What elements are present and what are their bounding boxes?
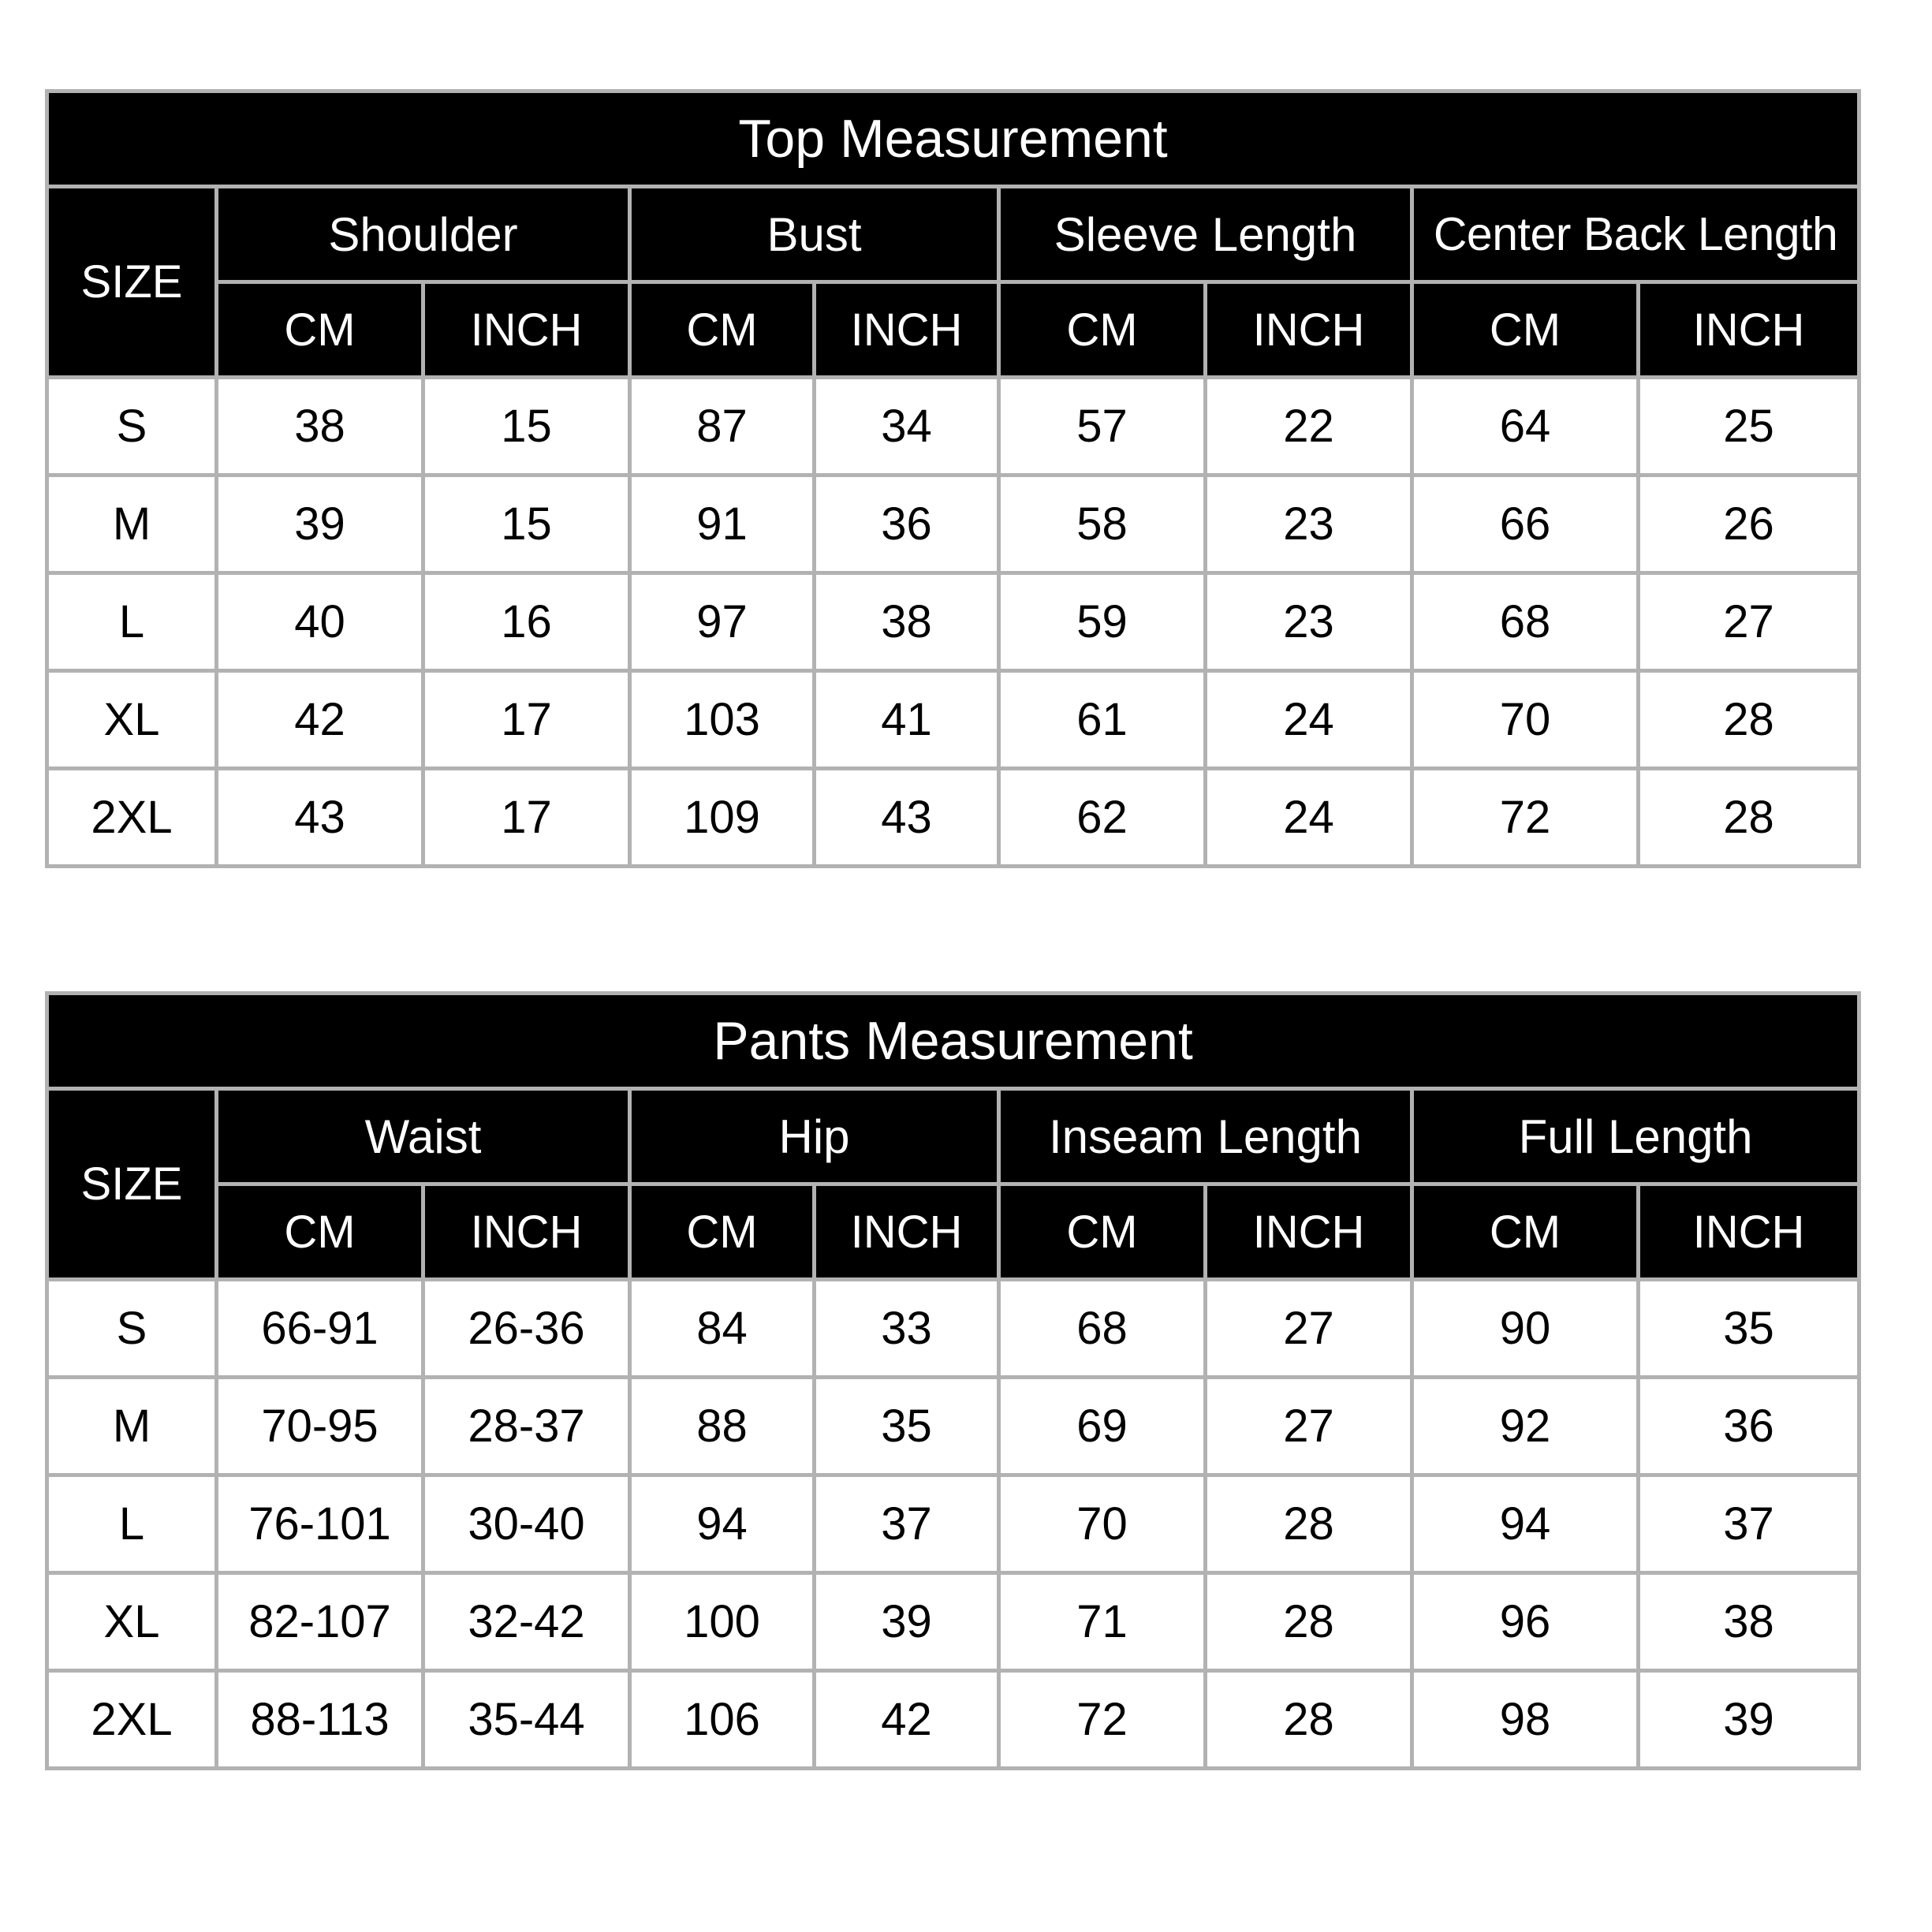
group-header-shoulder: Shoulder: [217, 187, 630, 282]
measurement-cell: 58: [999, 476, 1206, 573]
table-row: [47, 1671, 1859, 1769]
size-cell: L: [47, 1475, 217, 1573]
measurement-cell: 28: [1206, 1671, 1412, 1769]
measurement-cell: 38: [1639, 1573, 1859, 1671]
unit-header: CM: [630, 282, 815, 378]
measurement-cell: 87: [630, 378, 815, 476]
measurement-cell: 23: [1206, 573, 1412, 671]
measurement-cell: 27: [1206, 1378, 1412, 1475]
measurement-cell: 28: [1639, 671, 1859, 769]
table-row: [47, 1378, 1859, 1475]
table-row: [47, 476, 1859, 573]
unit-header: CM: [999, 1184, 1206, 1280]
measurement-cell: 88: [630, 1378, 815, 1475]
measurement-cell: 36: [1639, 1378, 1859, 1475]
measurement-cell: 72: [999, 1671, 1206, 1769]
top-measurement-table: [45, 89, 1861, 868]
measurement-cell: 39: [1639, 1671, 1859, 1769]
measurement-cell: 66-91: [217, 1280, 423, 1378]
measurement-cell: 68: [999, 1280, 1206, 1378]
measurement-cell: 72: [1412, 769, 1639, 867]
measurement-cell: 70-95: [217, 1378, 423, 1475]
measurement-cell: 37: [815, 1475, 999, 1573]
unit-header: INCH: [423, 1184, 630, 1280]
measurement-cell: 33: [815, 1280, 999, 1378]
measurement-cell: 27: [1639, 573, 1859, 671]
measurement-cell: 90: [1412, 1280, 1639, 1378]
measurement-cell: 26: [1639, 476, 1859, 573]
measurement-cell: 39: [815, 1573, 999, 1671]
size-cell: M: [47, 476, 217, 573]
measurement-cell: 68: [1412, 573, 1639, 671]
size-cell: XL: [47, 1573, 217, 1671]
table-row: [47, 1475, 1859, 1573]
unit-header: INCH: [815, 282, 999, 378]
group-header-bust: Bust: [630, 187, 999, 282]
measurement-cell: 88-113: [217, 1671, 423, 1769]
measurement-cell: 69: [999, 1378, 1206, 1475]
measurement-cell: 98: [1412, 1671, 1639, 1769]
unit-header: CM: [630, 1184, 815, 1280]
table-row: [47, 1280, 1859, 1378]
measurement-cell: 38: [217, 378, 423, 476]
measurement-cell: 66: [1412, 476, 1639, 573]
measurement-cell: 59: [999, 573, 1206, 671]
measurement-cell: 26-36: [423, 1280, 630, 1378]
measurement-cell: 35: [815, 1378, 999, 1475]
measurement-cell: 42: [217, 671, 423, 769]
unit-header: INCH: [1639, 1184, 1859, 1280]
table-title: Top Measurement: [47, 91, 1859, 187]
size-cell: L: [47, 573, 217, 671]
measurement-cell: 96: [1412, 1573, 1639, 1671]
unit-header: INCH: [815, 1184, 999, 1280]
measurement-cell: 71: [999, 1573, 1206, 1671]
measurement-cell: 97: [630, 573, 815, 671]
measurement-cell: 84: [630, 1280, 815, 1378]
measurement-cell: 70: [1412, 671, 1639, 769]
measurement-cell: 24: [1206, 671, 1412, 769]
measurement-cell: 37: [1639, 1475, 1859, 1573]
group-header-center-back-length: Center Back Length: [1412, 187, 1859, 282]
group-header-hip: Hip: [630, 1089, 999, 1184]
measurement-cell: 41: [815, 671, 999, 769]
measurement-cell: 15: [423, 378, 630, 476]
measurement-cell: 61: [999, 671, 1206, 769]
group-header-full-length: Full Length: [1412, 1089, 1859, 1184]
unit-header: INCH: [423, 282, 630, 378]
unit-header: CM: [999, 282, 1206, 378]
measurement-cell: 28: [1206, 1573, 1412, 1671]
measurement-cell: 28: [1639, 769, 1859, 867]
size-cell: 2XL: [47, 769, 217, 867]
measurement-cell: 15: [423, 476, 630, 573]
unit-header: CM: [1412, 282, 1639, 378]
measurement-cell: 62: [999, 769, 1206, 867]
measurement-cell: 106: [630, 1671, 815, 1769]
measurement-cell: 34: [815, 378, 999, 476]
measurement-cell: 32-42: [423, 1573, 630, 1671]
size-column-header: SIZE: [47, 1089, 217, 1280]
unit-header: INCH: [1639, 282, 1859, 378]
size-cell: S: [47, 378, 217, 476]
size-column-header: SIZE: [47, 187, 217, 378]
table-title: Pants Measurement: [47, 994, 1859, 1089]
measurement-cell: 76-101: [217, 1475, 423, 1573]
measurement-cell: 82-107: [217, 1573, 423, 1671]
measurement-cell: 43: [815, 769, 999, 867]
pants-table-body: [47, 1280, 1859, 1769]
table-row: [47, 769, 1859, 867]
size-cell: XL: [47, 671, 217, 769]
measurement-cell: 103: [630, 671, 815, 769]
measurement-cell: 40: [217, 573, 423, 671]
measurement-cell: 28-37: [423, 1378, 630, 1475]
measurement-cell: 23: [1206, 476, 1412, 573]
measurement-cell: 94: [1412, 1475, 1639, 1573]
measurement-cell: 109: [630, 769, 815, 867]
measurement-cell: 36: [815, 476, 999, 573]
size-cell: 2XL: [47, 1671, 217, 1769]
unit-header: CM: [1412, 1184, 1639, 1280]
measurement-cell: 24: [1206, 769, 1412, 867]
unit-header: INCH: [1206, 282, 1412, 378]
unit-header: INCH: [1206, 1184, 1412, 1280]
measurement-cell: 25: [1639, 378, 1859, 476]
measurement-cell: 39: [217, 476, 423, 573]
measurement-cell: 57: [999, 378, 1206, 476]
unit-header: CM: [217, 1184, 423, 1280]
measurement-cell: 70: [999, 1475, 1206, 1573]
measurement-cell: 92: [1412, 1378, 1639, 1475]
measurement-cell: 43: [217, 769, 423, 867]
size-cell: S: [47, 1280, 217, 1378]
measurement-cell: 35-44: [423, 1671, 630, 1769]
measurement-cell: 94: [630, 1475, 815, 1573]
measurement-cell: 91: [630, 476, 815, 573]
measurement-cell: 28: [1206, 1475, 1412, 1573]
measurement-cell: 100: [630, 1573, 815, 1671]
measurement-cell: 42: [815, 1671, 999, 1769]
measurement-cell: 30-40: [423, 1475, 630, 1573]
measurement-cell: 64: [1412, 378, 1639, 476]
measurement-cell: 38: [815, 573, 999, 671]
table-row: [47, 1573, 1859, 1671]
table-row: [47, 573, 1859, 671]
measurement-cell: 17: [423, 769, 630, 867]
pants-measurement-table: [45, 991, 1861, 1770]
size-cell: M: [47, 1378, 217, 1475]
group-header-waist: Waist: [217, 1089, 630, 1184]
unit-header: CM: [217, 282, 423, 378]
top-table-body: [47, 378, 1859, 867]
measurement-cell: 22: [1206, 378, 1412, 476]
table-row: [47, 671, 1859, 769]
group-header-inseam-length: Inseam Length: [999, 1089, 1412, 1184]
group-header-sleeve-length: Sleeve Length: [999, 187, 1412, 282]
measurement-cell: 27: [1206, 1280, 1412, 1378]
measurement-cell: 16: [423, 573, 630, 671]
table-row: [47, 378, 1859, 476]
measurement-cell: 17: [423, 671, 630, 769]
measurement-cell: 35: [1639, 1280, 1859, 1378]
